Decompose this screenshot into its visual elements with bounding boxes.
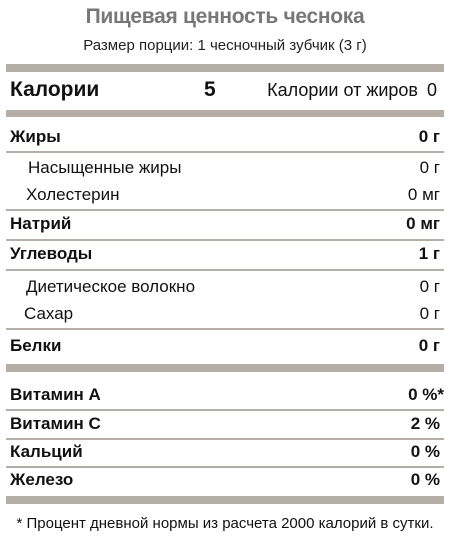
calories-from-fat-label: Калории от жиров (267, 80, 418, 100)
nutrient-label: Натрий (10, 214, 72, 233)
nutrient-row-sodium (10, 211, 440, 237)
nutrient-value: 0 г (418, 336, 440, 355)
nutrient-row-cholesterol (10, 182, 440, 208)
page-title: Пищевая ценность чеснока (85, 5, 365, 28)
mineral-row-calcium (10, 439, 440, 465)
row-divider (6, 269, 444, 271)
mineral-value: 0 % (410, 470, 440, 489)
nutrient-value: 1 г (418, 244, 440, 263)
nutrient-row-saturated-fat (10, 155, 440, 181)
nutrient-value: 0 г (418, 127, 440, 146)
nutrient-row-fat (10, 124, 440, 150)
divider-thick (6, 364, 444, 372)
vitamin-row-c (10, 411, 440, 437)
divider-thick (6, 496, 444, 504)
nutrient-value: 0 г (419, 277, 440, 296)
nutrient-label: Белки (10, 336, 62, 355)
footnote: * Процент дневной нормы из расчета 2000 калорий в сутки. (16, 515, 434, 532)
divider-thick (6, 64, 444, 72)
nutrient-label: Холестерин (26, 185, 120, 204)
mineral-row-iron (10, 467, 440, 493)
vitamin-label: Витамин A (10, 385, 101, 404)
row-divider (6, 151, 444, 153)
mineral-label: Железо (10, 470, 74, 489)
nutrient-label: Диетическое волокно (26, 277, 196, 296)
vitamin-value: 0 %* (408, 385, 444, 404)
nutrient-row-protein (10, 333, 440, 359)
nutrient-label: Углеводы (10, 244, 93, 263)
nutrient-row-carbohydrates (10, 241, 440, 267)
vitamin-value: 2 % (410, 414, 440, 433)
nutrient-value: 0 мг (407, 185, 440, 204)
vitamin-row-a (10, 382, 444, 408)
nutrient-row-fiber (10, 274, 440, 300)
divider-medium (6, 110, 444, 117)
nutrient-value: 0 г (419, 158, 440, 177)
row-divider (6, 328, 444, 330)
calories-from-fat-value: 0 (426, 80, 437, 100)
calories-row (10, 74, 440, 106)
nutrient-label: Сахар (24, 304, 74, 323)
nutrient-value: 0 мг (406, 214, 440, 233)
nutrient-label: Жиры (10, 127, 61, 146)
nutrient-value: 0 г (419, 304, 440, 323)
serving-size: Размер порции: 1 чесночный зубчик (3 г) (83, 37, 367, 54)
nutrient-label: Насыщенные жиры (28, 158, 182, 177)
calories-value: 5 (204, 78, 216, 101)
calories-label: Калории (10, 78, 100, 101)
mineral-value: 0 % (410, 442, 440, 461)
vitamin-label: Витамин C (10, 414, 101, 433)
nutrient-row-sugar (10, 301, 440, 327)
mineral-label: Кальций (10, 442, 83, 461)
